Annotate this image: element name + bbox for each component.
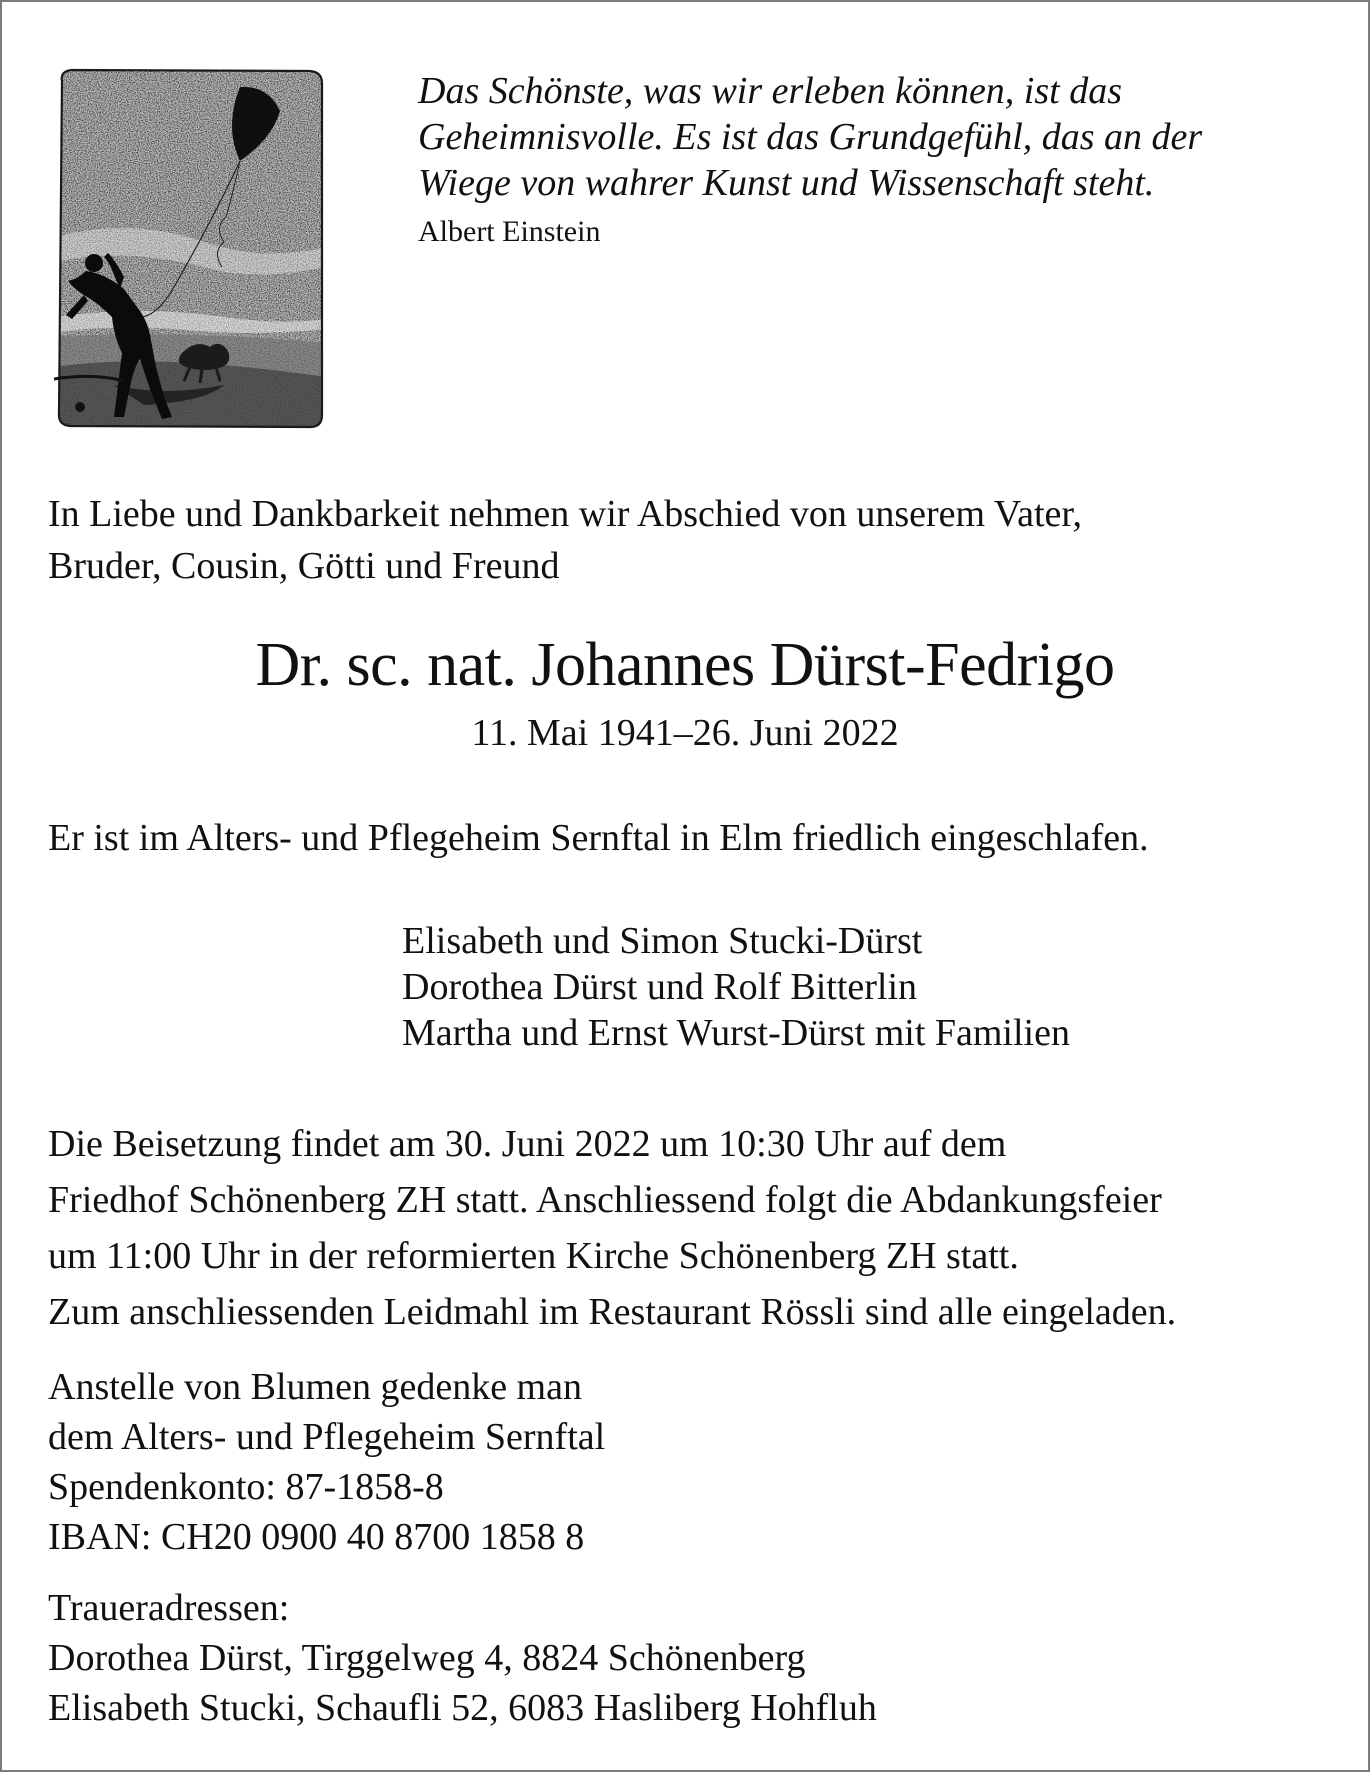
death-note-line: Er ist im Alters- und Pflegeheim Sernftal in Elm friedlich eingeschlafen. [48,817,1149,859]
funeral-line: Friedhof Schönenberg ZH statt. Anschliessend folgt die Abdankungsfeier [48,1179,1162,1221]
donation-line: Anstelle von Blumen gedenke man [48,1366,582,1408]
donation-account: Spendenkonto: 87-1858-8 [48,1466,444,1508]
life-dates: 11. Mai 1941–26. Juni 2022 [471,712,899,754]
kite-runner-illustration-icon [54,67,326,430]
quote-line: Wiege von wahrer Kunst und Wissenschaft steht. [418,162,1155,204]
family-member: Elisabeth und Simon Stucki-Dürst [402,920,923,962]
funeral-line: Zum anschliessenden Leidmahl im Restaurant Rössli sind alle eingeladen. [48,1291,1177,1333]
donation-paragraph [48,1362,1338,1562]
donation-line: dem Alters- und Pflegeheim Sernftal [48,1416,606,1458]
addresses-heading: Traueradressen: [48,1587,290,1629]
intro-paragraph [48,488,1338,592]
funeral-line: um 11:00 Uhr in der reformierten Kirche Schönenberg ZH statt. [48,1235,1019,1277]
intro-line: In Liebe und Dankbarkeit nehmen wir Abschied von unserem Vater, [48,493,1083,535]
intro-line: Bruder, Cousin, Götti und Freund [48,545,560,587]
donation-iban: IBAN: CH20 0900 40 8700 1858 8 [48,1516,585,1558]
mourning-addresses [48,1583,1338,1733]
quote-line: Das Schönste, was wir erleben können, ist das [418,70,1123,112]
family-list [402,918,1302,1056]
quote-author: Albert Einstein [418,215,601,248]
quote-text [418,68,1318,206]
deceased-name: Dr. sc. nat. Johannes Dürst-Fedrigo [255,631,1115,699]
funeral-line: Die Beisetzung findet am 30. Juni 2022 um 10:30 Uhr auf dem [48,1123,1007,1165]
address-line: Dorothea Dürst, Tirggelweg 4, 8824 Schönenberg [48,1637,806,1679]
death-note [48,812,1338,864]
address-line: Elisabeth Stucki, Schaufli 52, 6083 Hasliberg Hohfluh [48,1687,877,1729]
family-member: Martha und Ernst Wurst-Dürst mit Familien [402,1012,1070,1054]
quote-line: Geheimnisvolle. Es ist das Grundgefühl, das an der [418,116,1203,158]
funeral-paragraph [48,1116,1338,1340]
family-member: Dorothea Dürst und Rolf Bitterlin [402,966,918,1008]
